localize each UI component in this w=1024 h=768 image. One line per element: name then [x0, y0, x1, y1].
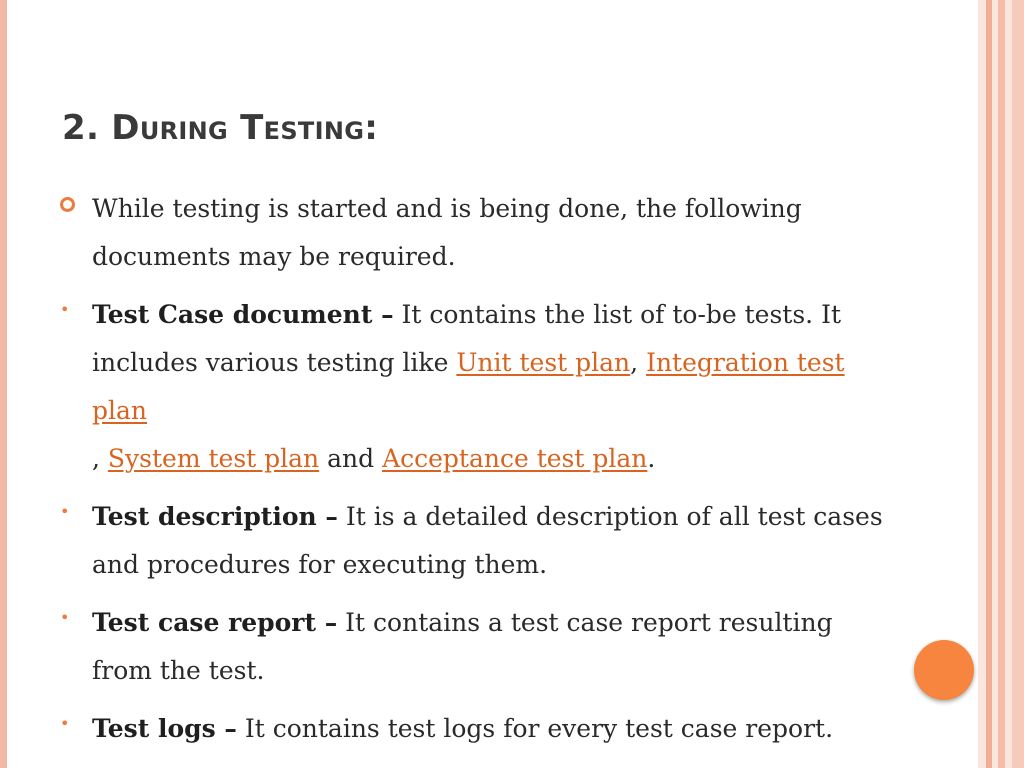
dot-bullet-icon: • — [60, 608, 70, 627]
intro-bullet — [60, 185, 890, 281]
bullet-term: Test description – — [92, 502, 338, 531]
integration-test-plan-link[interactable]: Integration test plan — [92, 348, 845, 425]
dot-bullet-icon: • — [60, 502, 70, 521]
right-decorative-stripe — [986, 0, 992, 768]
bullet-test-description — [60, 493, 890, 589]
bullet-text — [92, 493, 890, 589]
slide-content — [60, 185, 890, 763]
unit-test-plan-link[interactable]: Unit test plan — [456, 348, 631, 377]
system-test-plan-link[interactable]: System test plan — [107, 444, 320, 473]
period: . — [647, 444, 656, 473]
bullet-text — [92, 705, 890, 753]
bullet-desc: It contains a test case report resulting from the test. — [92, 608, 833, 685]
bullet-desc: It contains test logs for every test case report. — [236, 714, 834, 743]
bullet-term: Test logs – — [92, 714, 237, 743]
ring-bullet-icon — [60, 197, 75, 212]
right-decorative-stripe — [1012, 0, 1024, 768]
bullet-text — [92, 291, 890, 483]
dot-bullet-icon: • — [60, 714, 70, 733]
bullet-desc: It contains the list of to-be tests. It includes various testing like — [92, 300, 841, 377]
bullet-test-case-document — [60, 291, 890, 483]
right-decorative-stripe — [998, 0, 1005, 768]
acceptance-test-plan-link[interactable]: Acceptance test plan — [382, 444, 648, 473]
orange-circle-decoration — [914, 640, 974, 700]
bullet-term: Test Case document – — [92, 300, 394, 329]
bullet-text — [92, 599, 890, 695]
bullet-test-logs — [60, 705, 890, 753]
slide-title: 2. During Testing: — [62, 108, 379, 148]
bullet-desc: It is a detailed description of all test cases and procedures for executing them. — [92, 502, 883, 579]
bullet-term: Test case report – — [92, 608, 338, 637]
intro-text: While testing is started and is being done, the following documents may be required. — [92, 194, 802, 271]
separator: , — [92, 444, 108, 473]
bullet-test-case-report — [60, 599, 890, 695]
dot-bullet-icon: • — [60, 300, 70, 319]
separator: , — [630, 348, 647, 377]
left-decorative-stripe — [0, 0, 7, 768]
separator: and — [319, 444, 383, 473]
